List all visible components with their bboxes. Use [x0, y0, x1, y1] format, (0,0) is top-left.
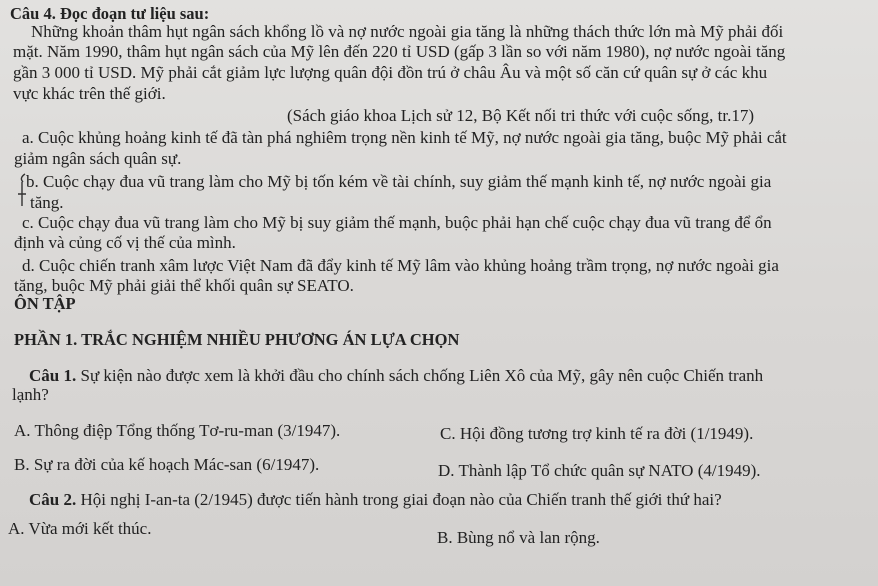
option-a-line-1: a. Cuộc khủng hoảng kinh tế đã tàn phá nghiêm trọng nền kinh tế Mỹ, nợ nước ngoài gia tăng, buộc Mỹ phải cắt — [22, 128, 787, 147]
question-1-option-d: D. Thành lập Tổ chức quân sự NATO (4/1949). — [438, 461, 761, 480]
question-1-line-2: lạnh? — [12, 385, 49, 404]
part-1-heading: PHẦN 1. TRẮC NGHIỆM NHIỀU PHƯƠNG ÁN LỰA CHỌN — [14, 330, 460, 349]
question-1-label: Câu 1. — [29, 366, 77, 385]
question-1-option-c: C. Hội đồng tương trợ kinh tế ra đời (1/1949). — [440, 424, 754, 443]
question-1-option-b: B. Sự ra đời của kế hoạch Mác-san (6/1947). — [14, 455, 320, 474]
option-a-line-2: giảm ngân sách quân sự. — [14, 149, 182, 168]
review-heading: ÔN TẬP — [14, 294, 76, 313]
question-2-option-a: A. Vừa mới kết thúc. — [8, 519, 152, 538]
passage-line-3: gần 3 000 tỉ USD. Mỹ phải cắt giảm lực lượng quân đội đồn trú ở châu Âu và một số căn cứ quân sự ở các khu — [13, 63, 768, 82]
passage-line-1: Những khoản thâm hụt ngân sách khổng lồ và nợ nước ngoài gia tăng là những thách thức lớn mà Mỹ phải đối — [31, 22, 784, 41]
option-b-line-2: tăng. — [30, 193, 64, 212]
question-1-option-a: A. Thông điệp Tổng thống Tơ-ru-man (3/1947). — [14, 421, 341, 440]
passage-line-4: vực khác trên thế giới. — [13, 84, 166, 103]
question-2-label: Câu 2. — [29, 490, 77, 509]
question-4-title: Câu 4. Đọc đoạn tư liệu sau: — [10, 4, 210, 23]
question-1-line-1 — [29, 366, 763, 386]
question-2-line — [29, 490, 722, 510]
question-2-text: Hội nghị I-an-ta (2/1945) được tiến hành trong giai đoạn nào của Chiến tranh thế giới thứ hai? — [76, 490, 722, 509]
passage-source: (Sách giáo khoa Lịch sử 12, Bộ Kết nối tri thức với cuộc sống, tr.17) — [287, 106, 754, 125]
option-d-line-1: d. Cuộc chiến tranh xâm lược Việt Nam đã đẩy kinh tế Mỹ lâm vào khủng hoảng trầm trọng, nợ nước ngoài gia — [22, 256, 779, 275]
option-b-line-1: b. Cuộc chạy đua vũ trang làm cho Mỹ bị tốn kém về tài chính, suy giảm thế mạnh kinh tế, nợ nước ngoài gia — [26, 172, 772, 191]
question-1-text: Sự kiện nào được xem là khởi đầu cho chính sách chống Liên Xô của Mỹ, gây nên cuộc Chiến tranh — [76, 366, 764, 385]
option-c-line-1: c. Cuộc chạy đua vũ trang làm cho Mỹ bị suy giảm thế mạnh, buộc phải hạn chế cuộc chạy đua vũ trang để ổn — [22, 213, 772, 232]
question-2-option-b: B. Bùng nổ và lan rộng. — [437, 528, 600, 547]
option-d-line-2: tăng, buộc Mỹ phải giải thể khối quân sự SEATO. — [14, 276, 354, 295]
option-c-line-2: định và củng cố vị thế của mình. — [14, 233, 236, 252]
passage-line-2: mặt. Năm 1990, thâm hụt ngân sách của Mỹ lên đến 220 tỉ USD (gấp 3 lần so với năm 1980), nợ nước ngoài tăng — [13, 42, 786, 61]
